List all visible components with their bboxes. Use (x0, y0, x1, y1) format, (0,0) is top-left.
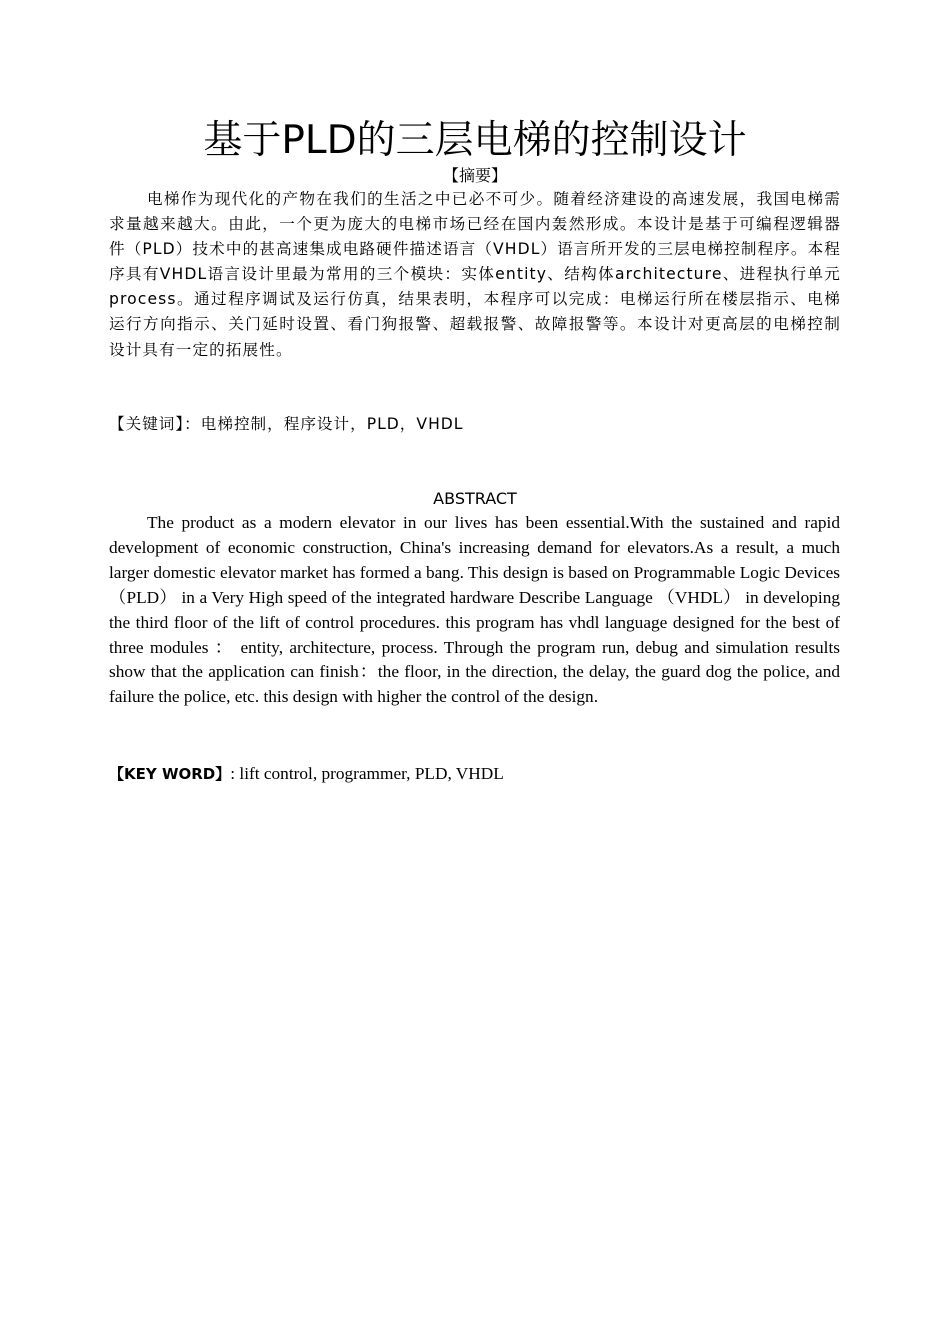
english-abstract-body: The product as a modern elevator in our lives has been essential.With the sustained and rapid development of economic construction, China's increasing demand for elevators.As a result, a much larger domestic elevator market has formed a bang. This design is based on Programmable Logic Devices （PLD） in a Very High speed of the integrated hardware Describe Language （VHDL） in developing the third floor of the lift of control procedures. this program has vhdl language designed for the best of three modules ： entity, architecture, process. Through the program run, debug and simulation results show that the application can finish：the floor, in the direction, the delay, the guard dog the police, and failure the police, etc. this design with higher the control of the design. (109, 513, 840, 707)
chinese-keywords-label: 【关键词】： (109, 415, 201, 433)
document-title: 基于PLD的三层电梯的控制设计 (203, 118, 747, 163)
english-keywords (109, 761, 840, 787)
chinese-abstract-heading: 【摘要】 (442, 166, 507, 185)
english-abstract-heading: ABSTRACT (433, 489, 517, 508)
english-keywords-label: 【KEY WORD】 (109, 765, 231, 783)
chinese-keywords (109, 412, 841, 437)
chinese-keywords-value: 电梯控制，程序设计，PLD，VHDL (200, 415, 464, 433)
chinese-abstract-body: 电梯作为现代化的产物在我们的生活之中已必不可少。随着经济建设的高速发展，我国电梯需求量越来越大。由此，一个更为庞大的电梯市场已经在国内轰然形成。本设计是基于可编程逻辑器件（PLD）技术中的甚高速集成电路硬件描述语言（VHDL）语言所开发的三层电梯控制程序。本程序具有VHDL语言设计里最为常用的三个模块：实体entity、结构体architecture、进程执行单元process。通过程序调试及运行仿真，结果表明，本程序可以完成：电梯运行所在楼层指示、电梯运行方向指示、关门延时设置、看门狗报警、超载报警、故障报警等。本设计对更高层的电梯控制设计具有一定的拓展性。 (109, 190, 841, 359)
english-keywords-value: : lift control, programmer, PLD, VHDL (230, 764, 504, 783)
